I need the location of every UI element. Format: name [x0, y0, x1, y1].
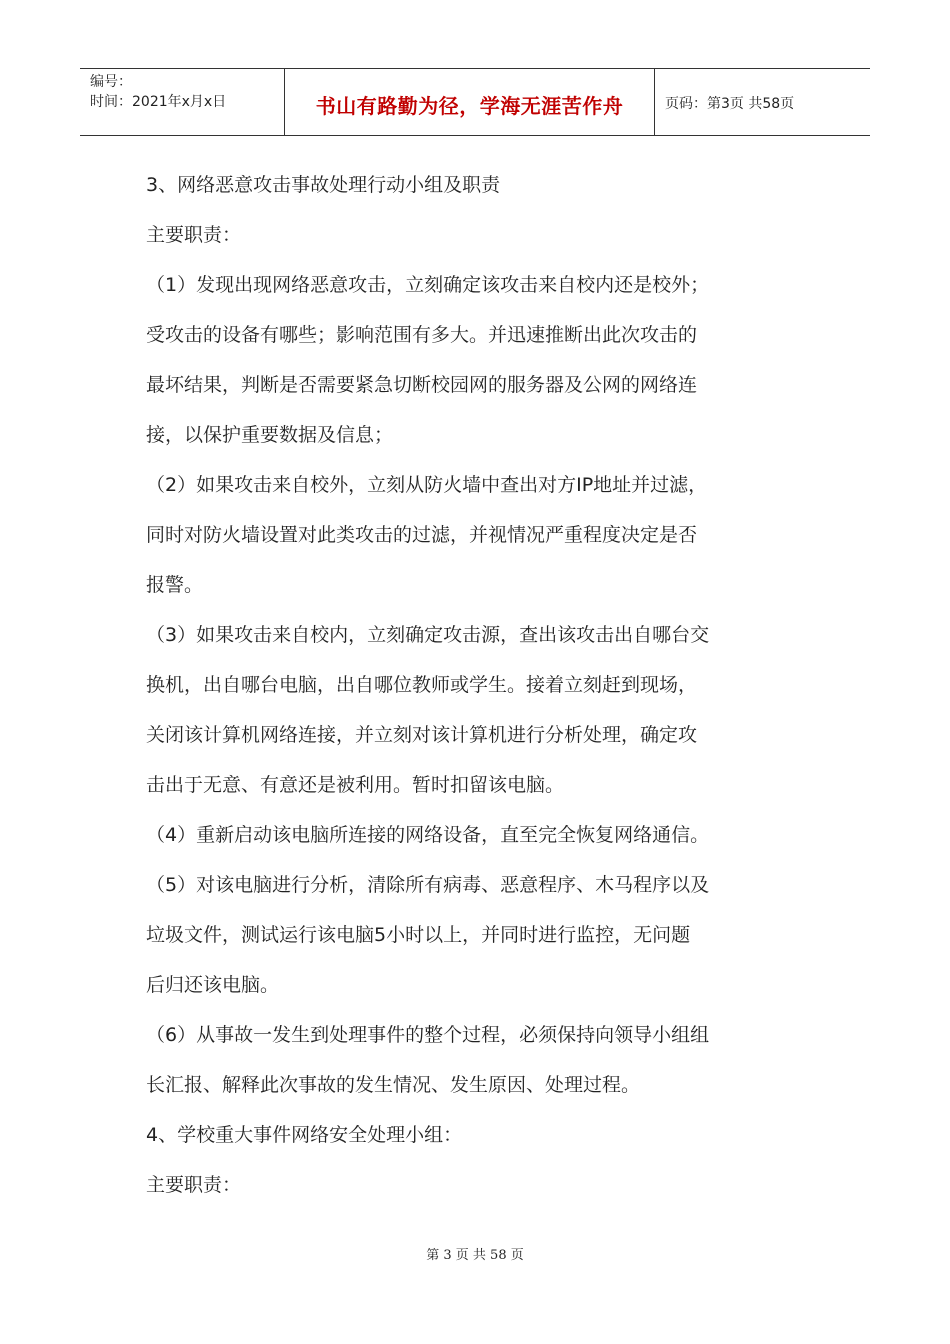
body-line: （2）如果攻击来自校外，立刻从防火墙中查出对方IP地址并过滤，	[146, 474, 708, 496]
section-heading-3: 3、网络恶意攻击事故处理行动小组及职责	[146, 174, 501, 196]
body-line: 接，以保护重要数据及信息；	[146, 424, 394, 446]
page-footer	[0, 1244, 950, 1263]
document-body	[146, 160, 821, 1210]
body-line: 受攻击的设备有哪些；影响范围有多大。并迅速推断出此次攻击的	[146, 324, 698, 346]
body-line: 长汇报、解释此次事故的发生情况、发生原因、处理过程。	[146, 1074, 641, 1096]
body-line: 换机，出自哪台电脑，出自哪位教师或学生。接着立刻赶到现场，	[146, 674, 698, 696]
footer-page-number: 第 3 页 共 58 页	[426, 1248, 524, 1263]
document-date-label: 时间：2021年x月x日	[90, 94, 227, 110]
body-line: （1）发现出现网络恶意攻击，立刻确定该攻击来自校内还是校外；	[146, 274, 710, 296]
document-number-label: 编号：	[90, 74, 132, 90]
header-page-info: 页码：第3页 共58页	[665, 96, 795, 112]
body-line: （6）从事故一发生到处理事件的整个过程，必须保持向领导小组组	[146, 1024, 710, 1046]
header-page-info-cell	[655, 69, 870, 135]
body-line: 关闭该计算机网络连接，并立刻对该计算机进行分析处理，确定攻	[146, 724, 698, 746]
body-line: （3）如果攻击来自校内，立刻确定攻击源，查出该攻击出自哪台交	[146, 624, 710, 646]
header-motto-cell	[284, 69, 655, 135]
body-line: 报警。	[146, 574, 204, 596]
body-line: 后归还该电脑。	[146, 974, 280, 996]
body-line: （5）对该电脑进行分析，清除所有病毒、恶意程序、木马程序以及	[146, 874, 710, 896]
body-line: 最坏结果，判断是否需要紧急切断校园网的服务器及公网的网络连	[146, 374, 698, 396]
section-heading-4: 4、学校重大事件网络安全处理小组：	[146, 1124, 463, 1146]
page-header	[80, 68, 870, 136]
body-line: 同时对防火墙设置对此类攻击的过滤，并视情况严重程度决定是否	[146, 524, 698, 546]
responsibilities-label: 主要职责：	[146, 224, 242, 246]
responsibilities-label: 主要职责：	[146, 1174, 242, 1196]
body-line: 垃圾文件，测试运行该电脑5小时以上，并同时进行监控，无问题	[146, 924, 691, 946]
header-meta	[80, 69, 284, 135]
body-line: （4）重新启动该电脑所连接的网络设备，直至完全恢复网络通信。	[146, 824, 710, 846]
header-motto: 书山有路勤为径，学海无涯苦作舟	[315, 93, 624, 118]
body-line: 击出于无意、有意还是被利用。暂时扣留该电脑。	[146, 774, 565, 796]
